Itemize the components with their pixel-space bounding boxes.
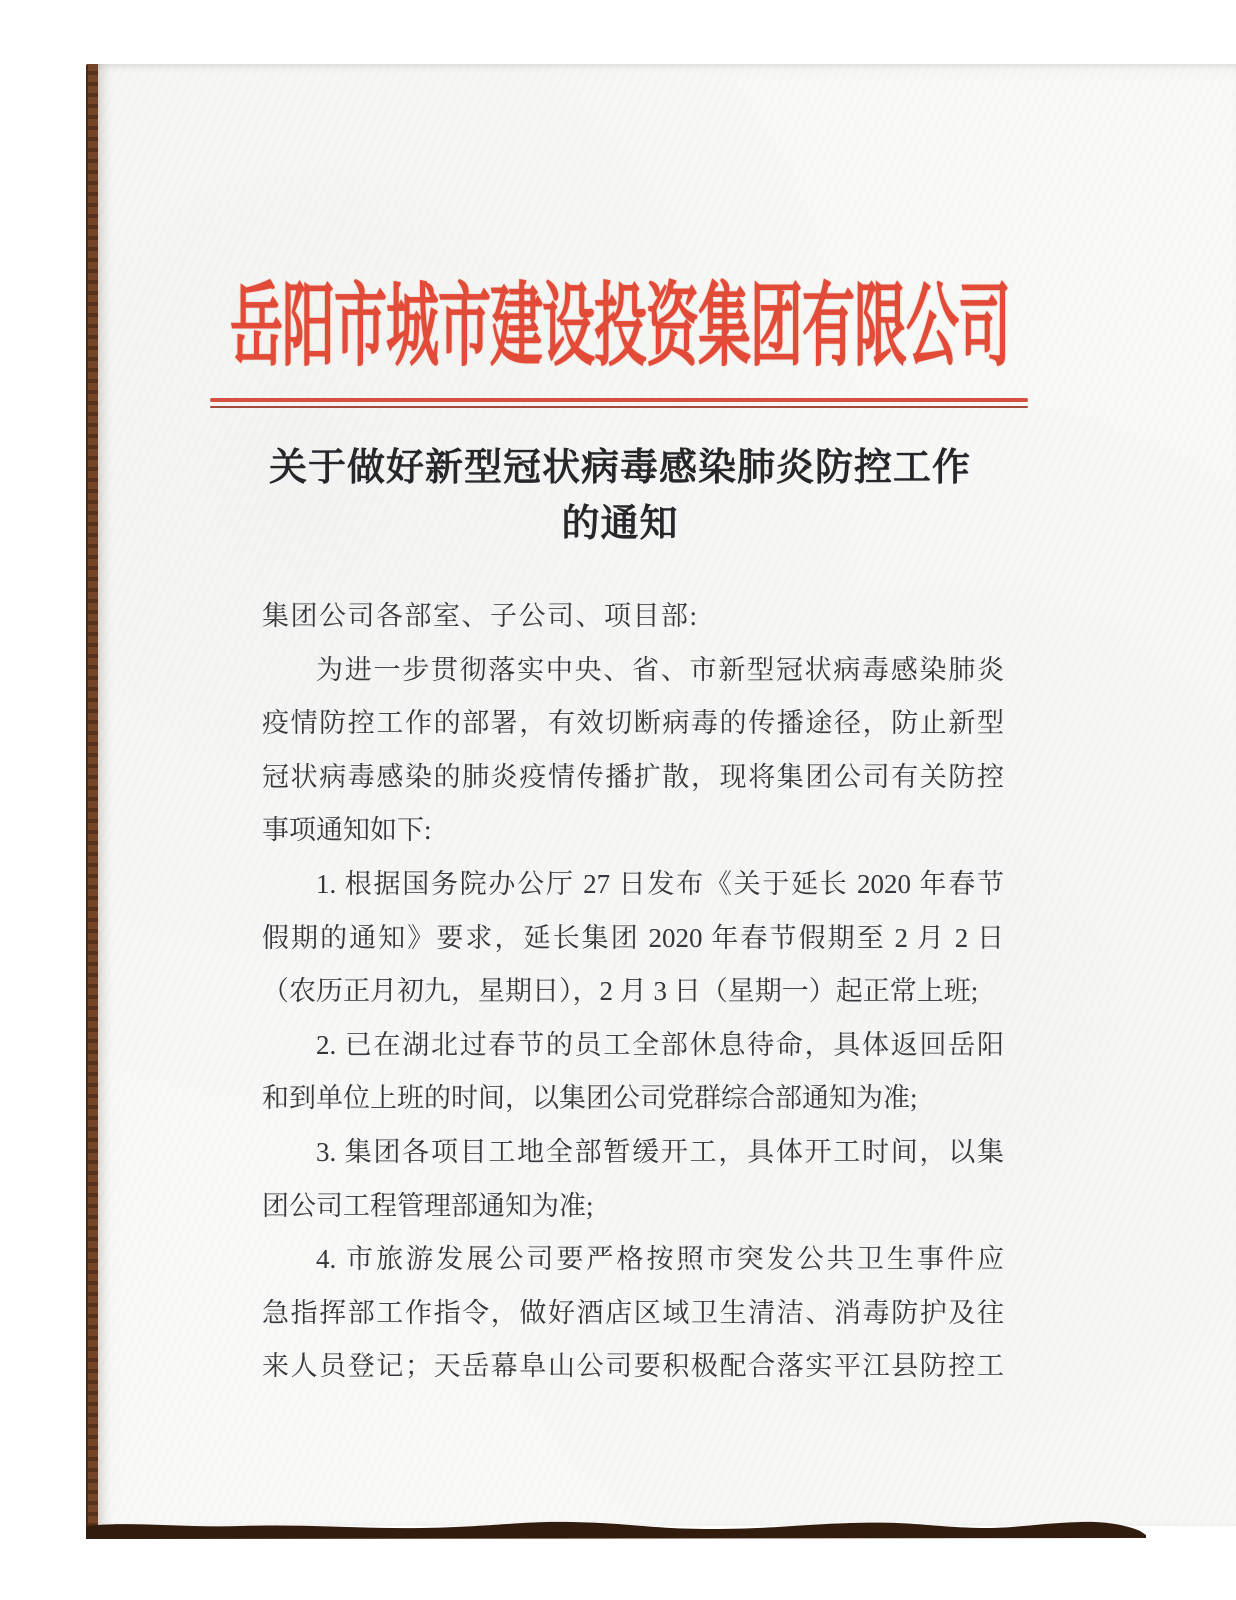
body-line: 团公司工程管理部通知为准; (262, 1190, 594, 1221)
body-line-item-1: 1. 根据国务院办公厅 27 日发布《关于延长 2020 年春节 (316, 868, 1004, 899)
salutation-line: 集团公司各部室、子公司、项目部: (262, 601, 699, 631)
body-line: 疫情防控工作的部署，有效切断病毒的传播途径，防止新型 (262, 708, 1004, 739)
letterhead-divider (210, 398, 1028, 408)
body-line: 为进一步贯彻落实中央、省、市新型冠状病毒感染肺炎 (316, 654, 1004, 685)
body-line: 急指挥部工作指令，做好酒店区域卫生清洁、消毒防护及往 (262, 1297, 1004, 1328)
body-line: 冠状病毒感染的肺炎疫情传播扩散，现将集团公司有关防控 (262, 761, 1004, 792)
body-line-item-2: 2. 已在湖北过春节的员工全部休息待命，具体返回岳阳 (316, 1029, 1004, 1060)
org-letterhead: 岳阳市城市建设投资集团有限公司 (230, 278, 1010, 378)
document-title-line-2: 的通知 (561, 503, 679, 545)
body-line: 和到单位上班的时间，以集团公司党群综合部通知为准; (262, 1083, 918, 1114)
divider-line-thick (210, 398, 1028, 402)
document-title-line-1: 关于做好新型冠状病毒感染肺炎防控工作 (268, 447, 971, 489)
document-body (262, 590, 1004, 1394)
body-line: 来人员登记；天岳幕阜山公司要积极配合落实平江县防控工 (262, 1351, 1004, 1382)
body-line: 假期的通知》要求，延长集团 2020 年春节假期至 2 月 2 日 (262, 922, 1004, 953)
document-page (98, 64, 1236, 1526)
body-line: （农历正月初九，星期日），2 月 3 日（星期一）起正常上班; (262, 976, 979, 1007)
desk-edge-shadow (86, 1512, 1148, 1544)
body-line: 事项通知如下: (262, 815, 432, 846)
body-line-item-4: 4. 市旅游发展公司要严格按照市突发公共卫生事件应 (316, 1244, 1004, 1275)
divider-line-thin (210, 406, 1028, 408)
document-title (210, 440, 1030, 552)
body-line-item-3: 3. 集团各项目工地全部暂缓开工，具体开工时间，以集 (316, 1136, 1004, 1167)
